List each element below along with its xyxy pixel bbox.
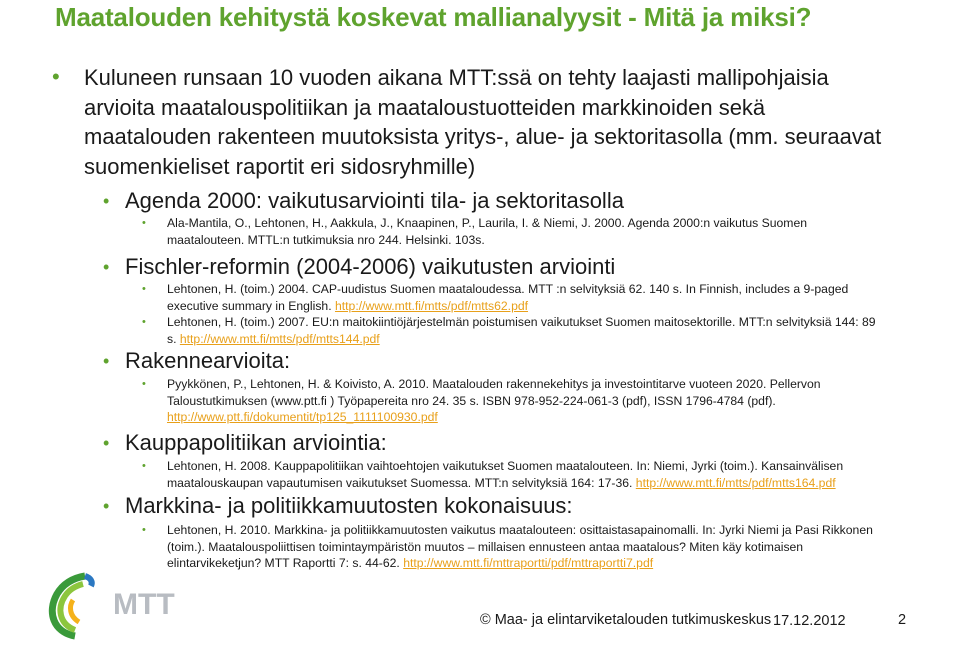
mtt-logo	[45, 572, 190, 645]
reference-item: • Pyykkönen, P., Lehtonen, H. & Koivisto, A. 2010. Maatalouden rakennekehitys ja investointitarve vuoteen 2020. Pellervon Taloustutkimuksen (www.ptt.fi ) Työpapereita nro 24. 35 s. ISBN 978-952-224-061-3 (pdf), ISSN 1796-4784 (pdf). http://www.ptt.fi/dokumentit/tp125_1111100930.pdf	[142, 377, 821, 424]
bullet-icon: •	[103, 433, 110, 453]
reference-link[interactable]: http://www.mtt.fi/mttraportti/pdf/mttraportti7.pdf	[403, 556, 654, 570]
bullet-icon: •	[103, 257, 110, 277]
section-heading: • Rakennearvioita:	[103, 348, 291, 373]
slide-title: Maatalouden kehitystä koskevat mallianalyysit - Mitä ja miksi?	[55, 2, 812, 32]
reference-item: • Lehtonen, H. 2008. Kauppapolitiikan vaihtoehtojen vaikutukset Suomen maatalouteen. In: Niemi, Jyrki (toim.). Kansainvälisen maatalouskaupan vapautumisen vaikutukset Suomessa. MTT:n selvityksiä 164: 17-36. http://www.mtt.fi/mtts/pdf/mtts164.pdf	[142, 459, 844, 490]
reference-link[interactable]: http://www.mtt.fi/mtts/pdf/mtts164.pdf	[635, 475, 836, 490]
bullet-icon: •	[103, 191, 110, 211]
reference-item: • Lehtonen, H. (toim.) 2004. CAP-uudistus Suomen maataloudessa. MTT :n selvityksiä 62. 140 s. In Finnish, includes a 9-paged executive summary in English. http://www.mtt.fi/mtts/pdf/mtts62.pdf	[142, 282, 849, 313]
bullet-icon: •	[142, 378, 146, 390]
reference-item: • Lehtonen, H. (toim.) 2007. EU:n maitokiintiöjärjestelmän poistumisen vaikutukset Suomen maitosektorille. MTT:n selvityksiä 144: 89 s. http://www.mtt.fi/mtts/pdf/mtts144.pdf	[142, 315, 876, 346]
bullet-icon: •	[142, 316, 146, 328]
section-heading: • Agenda 2000: vaikutusarviointi tila- ja sektoritasolla	[103, 188, 624, 213]
section-heading: • Markkina- ja politiikkamuutosten kokonaisuus:	[103, 493, 573, 518]
reference-item: • Ala-Mantila, O., Lehtonen, H., Aakkula, J., Knaapinen, P., Laurila, I. & Niemi, J. 2000. Agenda 2000:n vaikutus Suomen maatalouteen. MTTL:n tutkimuksia nro 244. Helsinki. 103s.	[142, 216, 808, 247]
bullet-icon: •	[142, 283, 146, 295]
mtt-logo-icon	[45, 572, 190, 640]
section-heading: • Fischler-reformin (2004-2006) vaikutusten arviointi	[103, 254, 616, 279]
section-heading: • Kauppapolitiikan arviointia:	[103, 430, 387, 455]
footer-date: 17.12.2012	[773, 613, 846, 629]
svg-text:MTT: MTT	[113, 588, 175, 621]
reference-link[interactable]: http://www.mtt.fi/mtts/pdf/mtts144.pdf	[179, 331, 380, 346]
reference-item: • Lehtonen, H. 2010. Markkina- ja politiikkamuutosten vaikutus maatalouteen: osittaistasapainomalli. In: Jyrki Niemi ja Pasi Rikkonen (toim.). Maatalouspoliittisen toimintaympäristön muutos – millaisen ennusteen antaa maatalous? Miten käy kotimaisen elintarvikeketjun? MTT Raportti 7: s. 44-62. http://www.mtt.fi/mttraportti/pdf/mttraportti7.pdf	[142, 523, 873, 570]
reference-link[interactable]: http://www.ptt.fi/dokumentit/tp125_1111100930.pdf	[167, 410, 438, 424]
bullet-icon: •	[52, 64, 60, 89]
bullet-icon: •	[142, 460, 146, 472]
bullet-icon: •	[103, 496, 110, 516]
page-number: 2	[898, 612, 907, 628]
bullet-icon: •	[103, 351, 110, 371]
bullet-icon: •	[142, 217, 146, 229]
bullet-icon: •	[142, 524, 146, 536]
footer-copyright: © Maa- ja elintarviketalouden tutkimuskeskus	[480, 612, 772, 628]
intro-bullet	[52, 63, 884, 181]
intro-text: Kuluneen runsaan 10 vuoden aikana MTT:ssä on tehty laajasti mallipohjaisia arvioita maatalouspolitiikan ja maataloustuotteiden markkinoiden sekä maatalouden rakenteen muutoksista yritys-, alue- ja sektoritasolla (mm. seuraavat suomenkieliset raportit eri sidosryhmille)	[84, 65, 882, 179]
reference-link[interactable]: http://www.mtt.fi/mtts/pdf/mtts62.pdf	[334, 298, 529, 313]
